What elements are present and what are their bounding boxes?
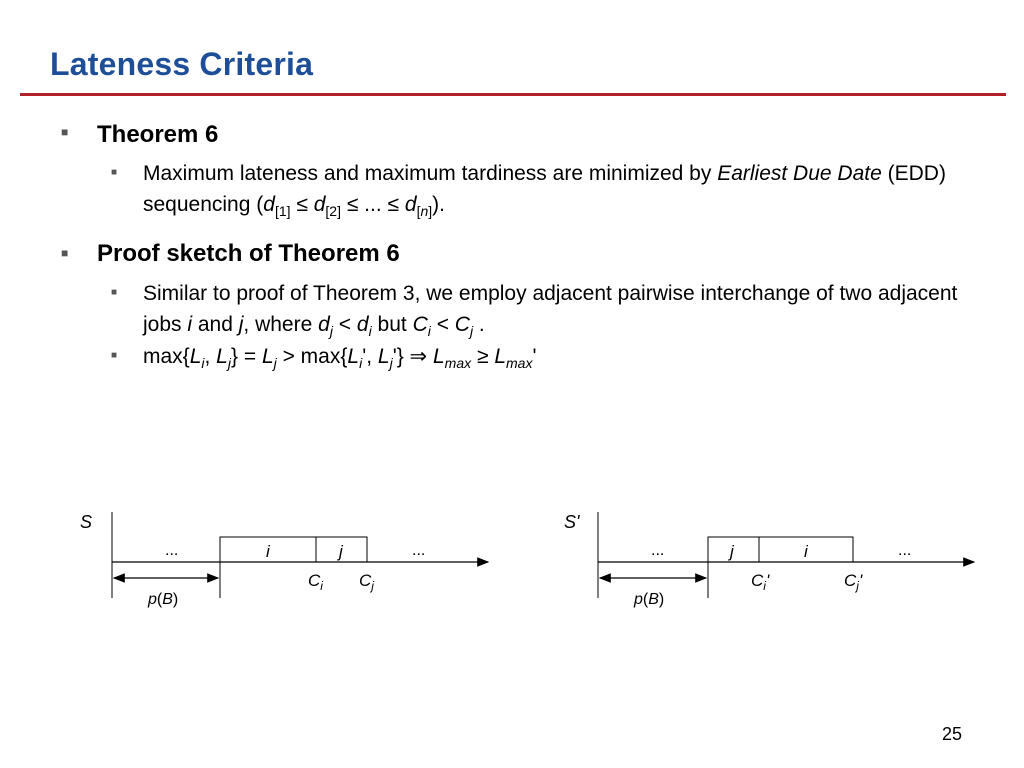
dots-left: ... xyxy=(165,542,179,559)
bullet-square-icon: ■ xyxy=(111,350,118,361)
bullet-square-icon: ■ xyxy=(61,246,69,260)
dots-right: ... xyxy=(898,542,912,559)
proof-statement: Similar to proof of Theorem 3, we employ adjacent pairwise interchange of two adjacent jobs i and j, where $d_j < d_i$ but $C_i < C_j$ . xyxy=(143,282,958,340)
job-label-first: j xyxy=(730,542,734,561)
completion-first: $C_i'$ xyxy=(751,571,770,593)
completion-second: $C_j$ xyxy=(359,571,374,593)
schedule-label: S' xyxy=(564,512,580,532)
theorem-statement: Maximum lateness and maximum tardiness are minimized by Earliest Due Date (EDD) sequencing ($d_{[1]} \le d_{[2]}$ ≤ ... ≤ $d_{[n]}$). xyxy=(143,162,946,220)
pb-label: p(B) xyxy=(148,591,179,608)
title-underline xyxy=(20,93,1006,96)
bullet-square-icon: ■ xyxy=(61,125,69,139)
theorem-heading: Theorem 6 xyxy=(97,121,219,148)
completion-second: $C_j'$ xyxy=(844,571,863,593)
schedule-label: S xyxy=(80,512,93,532)
job-label-first: i xyxy=(266,542,270,561)
page-number: 25 xyxy=(942,724,963,744)
max-lateness-formula: $\max\{L_i$, $L_j\} = L_j > \max\{L_i'$, $L_j'$} ⇒ $L_{max} \ge L_{max}'$ xyxy=(143,345,537,372)
slide-title: Lateness Criteria xyxy=(50,46,314,82)
dots-left: ... xyxy=(651,542,665,559)
bullet-square-icon: ■ xyxy=(111,167,118,178)
job-label-second: i xyxy=(804,542,808,561)
pb-label: p(B) xyxy=(634,591,665,608)
schedule-diagram-s xyxy=(60,500,510,640)
proof-heading: Proof sketch of Theorem 6 xyxy=(97,240,400,267)
completion-first: $C_i$ xyxy=(308,571,323,593)
dots-right: ... xyxy=(412,542,426,559)
schedule-diagram-s-prime xyxy=(546,500,996,640)
job-label-second: j xyxy=(339,542,343,561)
bullet-square-icon: ■ xyxy=(111,287,118,298)
